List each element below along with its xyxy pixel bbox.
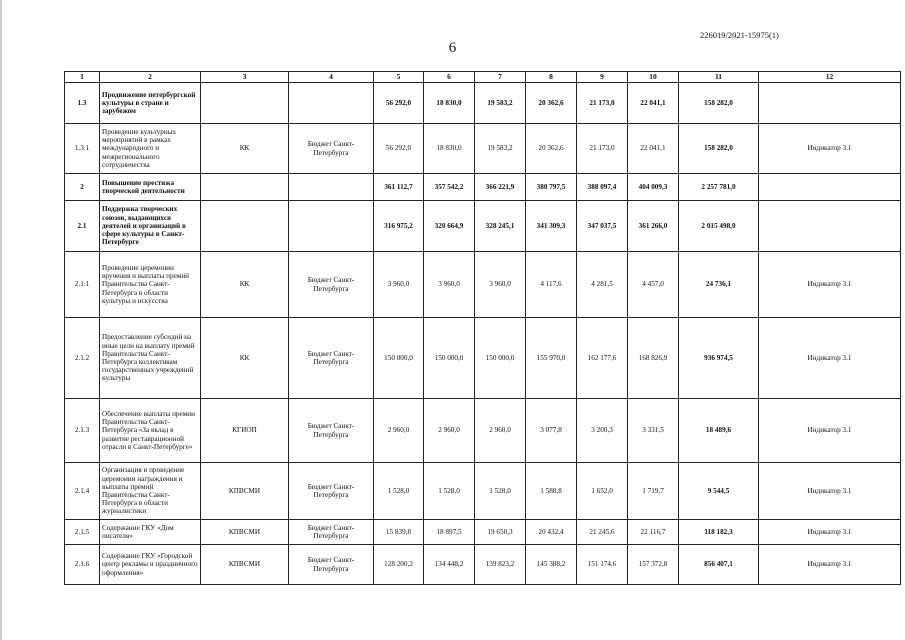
table-row (65, 83, 901, 124)
row-executor (201, 174, 289, 201)
row-total: 9 544,5 (679, 463, 759, 520)
row-value: 1 652,0 (577, 463, 628, 520)
row-value: 18 830,0 (424, 124, 475, 174)
row-executor: КПВСМИ (201, 520, 289, 545)
row-value: 20 432,4 (526, 520, 577, 545)
row-value: 19 583,2 (475, 83, 526, 124)
row-value: 1 588,8 (526, 463, 577, 520)
row-value: 150 000,0 (424, 318, 475, 399)
row-value: 22 041,1 (628, 124, 679, 174)
column-header: 8 (526, 72, 577, 83)
row-value: 56 292,0 (374, 124, 424, 174)
row-value: 19 583,2 (475, 124, 526, 174)
row-executor: КПВСМИ (201, 463, 289, 520)
row-name: Предоставление субсидий на иные цели на выплату премий Правительства Санкт-Петербурга коллективам государственных учреждений культуры (100, 318, 201, 399)
row-code: 2.1.3 (65, 399, 100, 463)
table-row (65, 174, 901, 201)
row-value: 22 116,7 (628, 520, 679, 545)
row-value: 145 388,2 (526, 545, 577, 585)
row-value: 380 797,5 (526, 174, 577, 201)
row-value: 361 112,7 (374, 174, 424, 201)
row-total: 118 182,3 (679, 520, 759, 545)
row-value: 139 823,2 (475, 545, 526, 585)
row-name: Продвижение петербургской культуры в стране и зарубежом (100, 83, 201, 124)
column-header: 6 (424, 72, 475, 83)
row-source: Бюджет Санкт-Петербурга (289, 545, 374, 585)
row-value: 366 221,9 (475, 174, 526, 201)
document-code: 226019/2021-15975(1) (700, 30, 779, 40)
column-header: 5 (374, 72, 424, 83)
row-value: 15 839,8 (374, 520, 424, 545)
table-row (65, 520, 901, 545)
row-indicator: Индикатор 3.1 (759, 463, 901, 520)
row-indicator: Индикатор 3.1 (759, 124, 901, 174)
row-name: Проведение церемонии вручения и выплаты премий Правительства Санкт-Петербурга в области культуры и искусства (100, 252, 201, 318)
row-source: Бюджет Санкт-Петербурга (289, 318, 374, 399)
table-row (65, 463, 901, 520)
row-total: 2 015 498,0 (679, 201, 759, 252)
row-total: 936 974,5 (679, 318, 759, 399)
row-code: 1.3 (65, 83, 100, 124)
column-header: 2 (100, 72, 201, 83)
row-source: Бюджет Санкт-Петербурга (289, 124, 374, 174)
row-code: 2.1.5 (65, 520, 100, 545)
row-source: Бюджет Санкт-Петербурга (289, 399, 374, 463)
row-indicator: Индикатор 3.1 (759, 545, 901, 585)
row-source: Бюджет Санкт-Петербурга (289, 252, 374, 318)
row-value: 3 200,3 (577, 399, 628, 463)
table-row (65, 124, 901, 174)
column-header: 4 (289, 72, 374, 83)
row-value: 347 037,5 (577, 201, 628, 252)
row-value: 151 174,6 (577, 545, 628, 585)
row-source: Бюджет Санкт-Петербурга (289, 520, 374, 545)
column-header: 9 (577, 72, 628, 83)
row-value: 155 970,0 (526, 318, 577, 399)
row-value: 328 245,1 (475, 201, 526, 252)
column-header: 3 (201, 72, 289, 83)
row-value: 21 245,6 (577, 520, 628, 545)
row-code: 2.1.4 (65, 463, 100, 520)
row-value: 316 975,2 (374, 201, 424, 252)
row-value: 2 960,0 (374, 399, 424, 463)
table-row (65, 545, 901, 585)
row-code: 2.1.1 (65, 252, 100, 318)
row-name: Содержание ГКУ «Городской центр рекламы и праздничного оформления» (100, 545, 201, 585)
row-executor (201, 201, 289, 252)
column-header: 1 (65, 72, 100, 83)
row-value: 320 664,9 (424, 201, 475, 252)
row-value: 4 457,0 (628, 252, 679, 318)
row-executor: КК (201, 124, 289, 174)
row-source: Бюджет Санкт-Петербурга (289, 463, 374, 520)
row-value: 3 960,0 (424, 252, 475, 318)
row-value: 361 266,0 (628, 201, 679, 252)
row-total: 2 257 781,0 (679, 174, 759, 201)
row-value: 3 960,0 (374, 252, 424, 318)
row-total: 158 282,0 (679, 124, 759, 174)
row-value: 4 281,5 (577, 252, 628, 318)
row-name: Содержание ГКУ «Дом писателя» (100, 520, 201, 545)
row-executor: КК (201, 318, 289, 399)
row-total: 18 489,6 (679, 399, 759, 463)
row-code: 2.1 (65, 201, 100, 252)
row-code: 1.3.1 (65, 124, 100, 174)
row-value: 404 009,3 (628, 174, 679, 201)
row-total: 158 282,0 (679, 83, 759, 124)
row-value: 4 117,6 (526, 252, 577, 318)
row-value: 18 830,0 (424, 83, 475, 124)
row-source (289, 201, 374, 252)
row-value: 1 719,7 (628, 463, 679, 520)
page-number: 6 (448, 40, 457, 56)
row-total: 856 407,1 (679, 545, 759, 585)
table-row (65, 201, 901, 252)
row-source (289, 83, 374, 124)
row-executor: КГИОП (201, 399, 289, 463)
table-row (65, 399, 901, 463)
row-executor: КПВСМИ (201, 545, 289, 585)
row-indicator: Индикатор 3.1 (759, 318, 901, 399)
row-value: 150 000,0 (475, 318, 526, 399)
column-header: 11 (679, 72, 759, 83)
row-name: Проведение культурных мероприятий в рамках международного и межрегионального сотрудничества (100, 124, 201, 174)
row-value: 162 177,6 (577, 318, 628, 399)
row-value: 56 292,0 (374, 83, 424, 124)
row-value: 168 826,9 (628, 318, 679, 399)
row-name: Повышение престижа творческой деятельности (100, 174, 201, 201)
row-value: 18 897,5 (424, 520, 475, 545)
header-row (65, 72, 901, 83)
row-value: 19 650,3 (475, 520, 526, 545)
row-value: 1 528,0 (374, 463, 424, 520)
row-name: Организация и проведение церемонии награждения и выплаты премий Правительства Санкт-Петербурга в области журналистики (100, 463, 201, 520)
row-code: 2.1.6 (65, 545, 100, 585)
row-code: 2 (65, 174, 100, 201)
row-indicator: Индикатор 3.1 (759, 399, 901, 463)
program-funding-table (64, 71, 901, 585)
column-header: 12 (759, 72, 901, 83)
row-value: 22 041,1 (628, 83, 679, 124)
row-value: 20 362,6 (526, 83, 577, 124)
row-indicator (759, 83, 901, 124)
row-value: 1 528,0 (475, 463, 526, 520)
row-name: Поддержка творческих союзов, выдающихся деятелей и организаций в сфере культуры в Санкт-Петербурге (100, 201, 201, 252)
row-value: 134 448,2 (424, 545, 475, 585)
row-value: 388 097,4 (577, 174, 628, 201)
row-value: 2 960,0 (424, 399, 475, 463)
row-value: 157 372,8 (628, 545, 679, 585)
row-indicator (759, 201, 901, 252)
row-name: Обеспечение выплаты премии Правительства Санкт-Петербурга «За вклад в развитие реставрационной отрасли в Санкт-Петербурге» (100, 399, 201, 463)
row-indicator: Индикатор 3.1 (759, 252, 901, 318)
row-value: 3 960,0 (475, 252, 526, 318)
column-header: 7 (475, 72, 526, 83)
row-value: 341 309,3 (526, 201, 577, 252)
row-value: 1 528,0 (424, 463, 475, 520)
scan-edge (0, 0, 2, 640)
table-row (65, 318, 901, 399)
table-row (65, 252, 901, 318)
row-value: 128 200,2 (374, 545, 424, 585)
row-code: 2.1.2 (65, 318, 100, 399)
row-value: 357 542,2 (424, 174, 475, 201)
row-value: 150 000,0 (374, 318, 424, 399)
row-value: 20 362,6 (526, 124, 577, 174)
column-header: 10 (628, 72, 679, 83)
row-total: 24 736,1 (679, 252, 759, 318)
row-executor (201, 83, 289, 124)
row-value: 3 331,5 (628, 399, 679, 463)
row-value: 3 077,8 (526, 399, 577, 463)
row-source (289, 174, 374, 201)
row-executor: КК (201, 252, 289, 318)
row-value: 2 960,0 (475, 399, 526, 463)
row-value: 21 173,0 (577, 124, 628, 174)
row-indicator (759, 174, 901, 201)
row-value: 21 173,0 (577, 83, 628, 124)
row-indicator: Индикатор 3.1 (759, 520, 901, 545)
